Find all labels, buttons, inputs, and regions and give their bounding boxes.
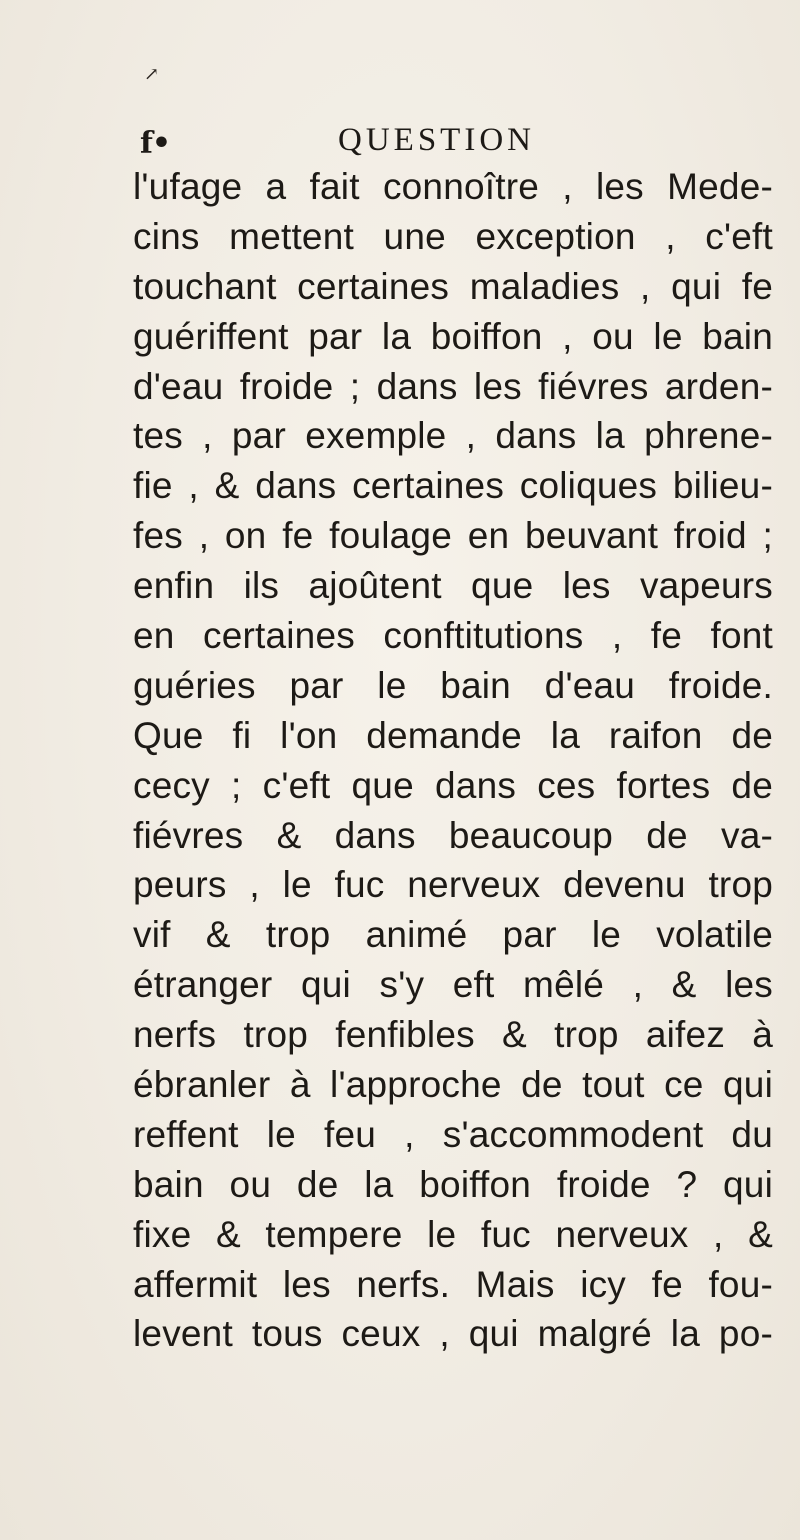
text-line: étranger qui s'y eft mêlé , & les bbox=[133, 964, 773, 1006]
text-line: fes , on fe foulage en beuvant froid ; bbox=[133, 515, 773, 557]
text-line: fie , & dans certaines coliques bilieu- bbox=[133, 465, 773, 507]
text-line: peurs , le fuc nerveux devenu trop bbox=[133, 864, 773, 906]
body-text bbox=[133, 162, 773, 1359]
text-line: enfin ils ajoûtent que les vapeurs bbox=[133, 565, 773, 607]
text-line: levent tous ceux , qui malgré la po- bbox=[133, 1313, 773, 1355]
text-line: en certaines conftitutions , fe font bbox=[133, 615, 773, 657]
text-line: guéries par le bain d'eau froide. bbox=[133, 664, 773, 706]
text-line: l'ufage a fait connoître , les Mede- bbox=[133, 166, 773, 207]
text-line: ébranler à l'approche de tout ce qui bbox=[133, 1064, 773, 1106]
text-line: guériffent par la boiffon , ou le bain bbox=[133, 315, 773, 357]
text-line: fixe & tempere le fuc nerveux , & bbox=[133, 1213, 773, 1255]
text-line: Que fi l'on demande la raifon de bbox=[133, 714, 773, 756]
text-line: fiévres & dans beaucoup de va- bbox=[133, 814, 773, 856]
text-line: affermit les nerfs. Mais icy fe fou- bbox=[133, 1263, 773, 1305]
page-header bbox=[0, 122, 800, 166]
text-line: nerfs trop fenfibles & trop aifez à bbox=[133, 1014, 773, 1056]
text-line: tes , par exemple , dans la phrene- bbox=[133, 415, 773, 457]
text-line: vif & trop animé par le volatile bbox=[133, 914, 773, 956]
text-line: bain ou de la boiffon froide ? qui bbox=[133, 1163, 773, 1205]
running-head: QUESTION bbox=[338, 122, 535, 158]
text-line: d'eau froide ; dans les fiévres arden- bbox=[133, 365, 773, 407]
text-line: cecy ; c'eft que dans ces fortes de bbox=[133, 764, 773, 806]
text-line: reffent le feu , s'accommodent du bbox=[133, 1113, 773, 1155]
page-number: f• bbox=[140, 126, 171, 161]
text-line: cins mettent une exception , c'eft bbox=[133, 215, 773, 257]
text-line: touchant certaines maladies , qui fe bbox=[133, 265, 773, 307]
page-mark: ↗ bbox=[144, 64, 160, 85]
